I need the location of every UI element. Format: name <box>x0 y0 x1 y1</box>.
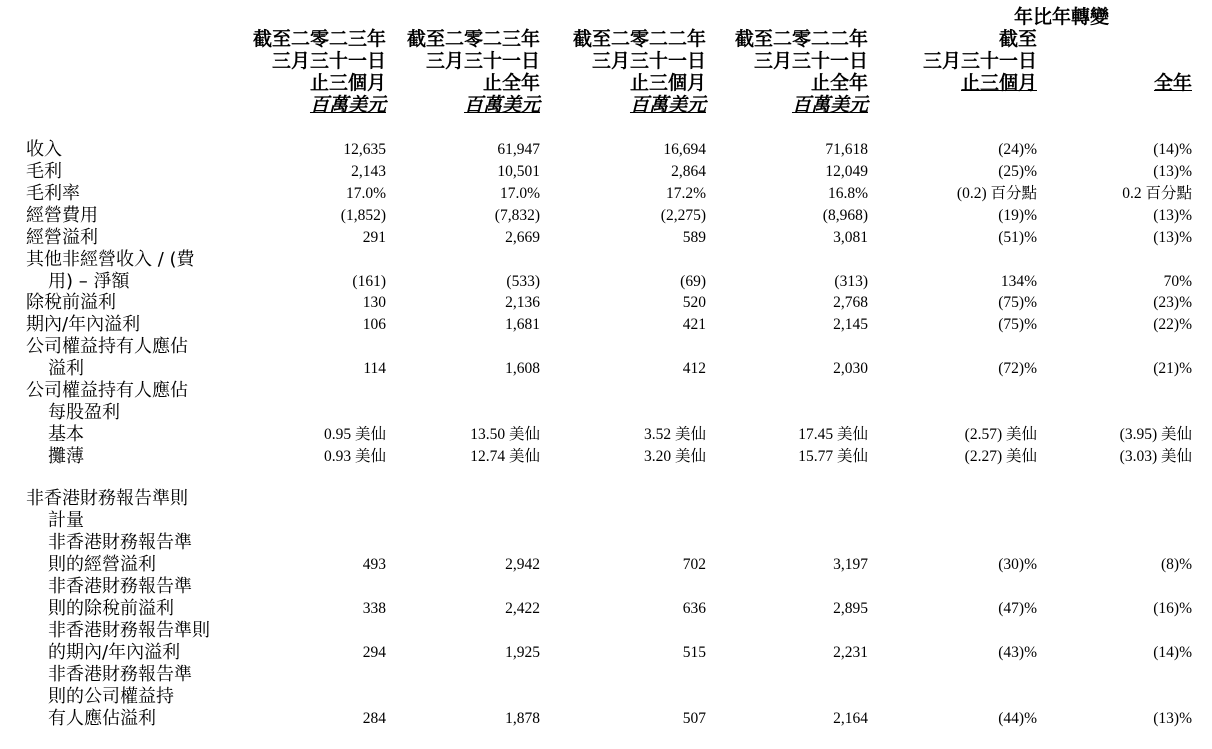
table-cell: (69) <box>680 272 706 290</box>
column-header-line: 止全年 <box>482 72 540 94</box>
column-header-6 <box>1042 72 1192 94</box>
table-cell: (75)% <box>998 294 1037 311</box>
table-cell: 294 <box>362 643 386 661</box>
column-header-1 <box>236 28 386 116</box>
table-cell: 114 <box>363 359 386 377</box>
row-label: 則的經營溢利 <box>48 553 156 575</box>
table-cell: 12.74 美仙 <box>470 448 540 465</box>
table-cell: 106 <box>362 316 386 333</box>
table-cell: 2,669 <box>505 229 540 246</box>
table-cell: (2.57) 美仙 <box>964 426 1037 443</box>
table-cell: (30)% <box>998 555 1037 573</box>
table-cell: 507 <box>682 709 706 727</box>
column-header-line: 截至二零二三年 <box>252 28 386 50</box>
table-cell: 3,081 <box>833 229 868 246</box>
row-label: 公司權益持有人應佔 <box>26 380 188 401</box>
row-label: 非香港財務報告準則 <box>48 620 210 641</box>
table-cell: (3.95) 美仙 <box>1119 426 1192 443</box>
table-cell: 3.52 美仙 <box>643 426 706 443</box>
table-cell: (1,852) <box>340 207 386 224</box>
column-header-line: 三月三十一日 <box>753 50 868 72</box>
column-unit: 百萬美元 <box>629 94 706 116</box>
table-cell: (2,275) <box>660 207 706 224</box>
row-label: 非香港財務報告準 <box>48 576 192 597</box>
table-cell: (51)% <box>998 229 1037 246</box>
column-unit: 百萬美元 <box>791 94 868 116</box>
table-cell: 2,231 <box>833 643 868 661</box>
column-header-line: 截至二零二二年 <box>572 28 706 50</box>
row-label: 非香港財務報告準 <box>48 532 192 553</box>
table-cell: (161) <box>352 272 386 290</box>
column-header-line: 截至 <box>998 28 1037 50</box>
row-label: 則的除稅前溢利 <box>48 597 174 619</box>
table-cell: (21)% <box>1153 359 1192 377</box>
table-cell: 16.8% <box>827 185 868 202</box>
row-label: 除稅前溢利 <box>26 292 116 313</box>
table-cell: (0.2) 百分點 <box>956 185 1037 202</box>
table-cell: 2,942 <box>505 555 540 573</box>
column-header-line: 截至二零二二年 <box>734 28 868 50</box>
row-label: 非香港財務報告準 <box>48 664 192 685</box>
table-cell: 0.95 美仙 <box>323 426 386 443</box>
table-cell: 13.50 美仙 <box>470 426 540 443</box>
row-label: 的期內/年內溢利 <box>48 641 181 663</box>
table-cell: 15.77 美仙 <box>798 448 868 465</box>
table-cell: 1,681 <box>505 316 540 333</box>
column-header-line: 截至二零二三年 <box>406 28 540 50</box>
row-label: 計量 <box>48 509 84 531</box>
table-cell: 520 <box>682 294 706 311</box>
table-cell: (22)% <box>1153 316 1192 333</box>
table-cell: (2.27) 美仙 <box>964 448 1037 465</box>
table-cell: (8,968) <box>822 207 868 224</box>
table-cell: (19)% <box>998 207 1037 224</box>
table-cell: 17.0% <box>345 185 386 202</box>
table-cell: 412 <box>682 359 706 377</box>
row-label: 基本 <box>48 424 84 445</box>
column-header-line: 三月三十一日 <box>591 50 706 72</box>
row-label: 用) – 淨額 <box>48 270 130 292</box>
column-header-line: 止三個月 <box>629 72 706 94</box>
row-label: 攤薄 <box>48 446 84 467</box>
table-cell: 515 <box>682 643 706 661</box>
row-label: 毛利率 <box>26 183 80 204</box>
row-label: 有人應佔溢利 <box>48 707 156 729</box>
row-label: 溢利 <box>48 357 84 379</box>
table-cell: 2,864 <box>671 163 706 180</box>
table-cell: (44)% <box>998 709 1037 727</box>
table-cell: 17.45 美仙 <box>798 426 868 443</box>
table-cell: 291 <box>362 229 386 246</box>
table-cell: 12,635 <box>343 141 386 158</box>
table-cell: (8)% <box>1161 555 1192 573</box>
table-cell: 10,501 <box>497 163 540 180</box>
column-header-line: 三月三十一日 <box>922 50 1037 72</box>
table-cell: (13)% <box>1153 709 1192 727</box>
table-cell: 134% <box>1000 272 1037 290</box>
column-header-line: 止三個月 <box>309 72 386 94</box>
table-cell: 2,895 <box>833 599 868 617</box>
table-cell: (24)% <box>998 141 1037 158</box>
table-cell: 17.2% <box>665 185 706 202</box>
column-header-3 <box>556 28 706 116</box>
table-cell: (13)% <box>1153 229 1192 246</box>
table-cell: (23)% <box>1153 294 1192 311</box>
table-cell: (47)% <box>998 599 1037 617</box>
table-cell: (14)% <box>1153 141 1192 158</box>
table-cell: 0.93 美仙 <box>323 448 386 465</box>
row-label: 毛利 <box>26 161 62 182</box>
table-cell: (313) <box>834 272 868 290</box>
column-header-4 <box>718 28 868 116</box>
table-cell: 702 <box>682 555 706 573</box>
column-header-line: 止三個月 <box>960 72 1037 94</box>
table-cell: 2,030 <box>833 359 868 377</box>
table-cell: (533) <box>506 272 540 290</box>
table-cell: 0.2 百分點 <box>1122 185 1192 202</box>
table-cell: (14)% <box>1153 643 1192 661</box>
column-unit: 百萬美元 <box>463 94 540 116</box>
row-label: 經營溢利 <box>26 227 98 248</box>
table-cell: 3.20 美仙 <box>643 448 706 465</box>
table-cell: (43)% <box>998 643 1037 661</box>
table-cell: (7,832) <box>494 207 540 224</box>
table-cell: 589 <box>682 229 706 246</box>
table-cell: (13)% <box>1153 207 1192 224</box>
table-cell: 2,164 <box>833 709 868 727</box>
table-cell: 1,878 <box>505 709 540 727</box>
table-cell: (72)% <box>998 359 1037 377</box>
table-cell: 284 <box>362 709 386 727</box>
row-label: 每股盈利 <box>48 401 120 423</box>
table-cell: (75)% <box>998 316 1037 333</box>
table-cell: 421 <box>682 316 706 333</box>
table-cell: 61,947 <box>497 141 540 158</box>
yoy-change-header: 年比年轉變 <box>1014 6 1110 28</box>
table-cell: 2,136 <box>505 294 540 311</box>
row-label: 期內/年內溢利 <box>26 314 141 335</box>
row-label: 經營費用 <box>26 205 98 226</box>
table-cell: 70% <box>1163 272 1192 290</box>
column-header-line: 止全年 <box>810 72 868 94</box>
row-label: 則的公司權益持 <box>48 685 174 707</box>
table-cell: 2,145 <box>833 316 868 333</box>
row-label: 收入 <box>26 139 62 160</box>
table-cell: 2,422 <box>505 599 540 617</box>
table-cell: 12,049 <box>825 163 868 180</box>
column-header-5 <box>887 28 1037 94</box>
column-header-line: 三月三十一日 <box>271 50 386 72</box>
column-header-line: 全年 <box>1153 72 1192 94</box>
table-cell: (13)% <box>1153 163 1192 180</box>
table-cell: 130 <box>362 294 386 311</box>
table-cell: (16)% <box>1153 599 1192 617</box>
column-unit: 百萬美元 <box>309 94 386 116</box>
table-cell: 17.0% <box>499 185 540 202</box>
table-cell: 71,618 <box>825 141 868 158</box>
table-cell: 2,143 <box>351 163 386 180</box>
table-cell: 2,768 <box>833 294 868 311</box>
table-cell: 16,694 <box>663 141 706 158</box>
table-cell: (25)% <box>998 163 1037 180</box>
row-label: 其他非經營收入 / (費 <box>26 249 195 270</box>
column-header-2 <box>390 28 540 116</box>
table-cell: 3,197 <box>833 555 868 573</box>
table-cell: (3.03) 美仙 <box>1119 448 1192 465</box>
row-label: 非香港財務報告準則 <box>26 488 188 509</box>
table-cell: 1,608 <box>505 359 540 377</box>
table-cell: 1,925 <box>505 643 540 661</box>
table-cell: 493 <box>362 555 386 573</box>
column-header-line: 三月三十一日 <box>425 50 540 72</box>
table-cell: 338 <box>362 599 386 617</box>
table-cell: 636 <box>682 599 706 617</box>
row-label: 公司權益持有人應佔 <box>26 336 188 357</box>
